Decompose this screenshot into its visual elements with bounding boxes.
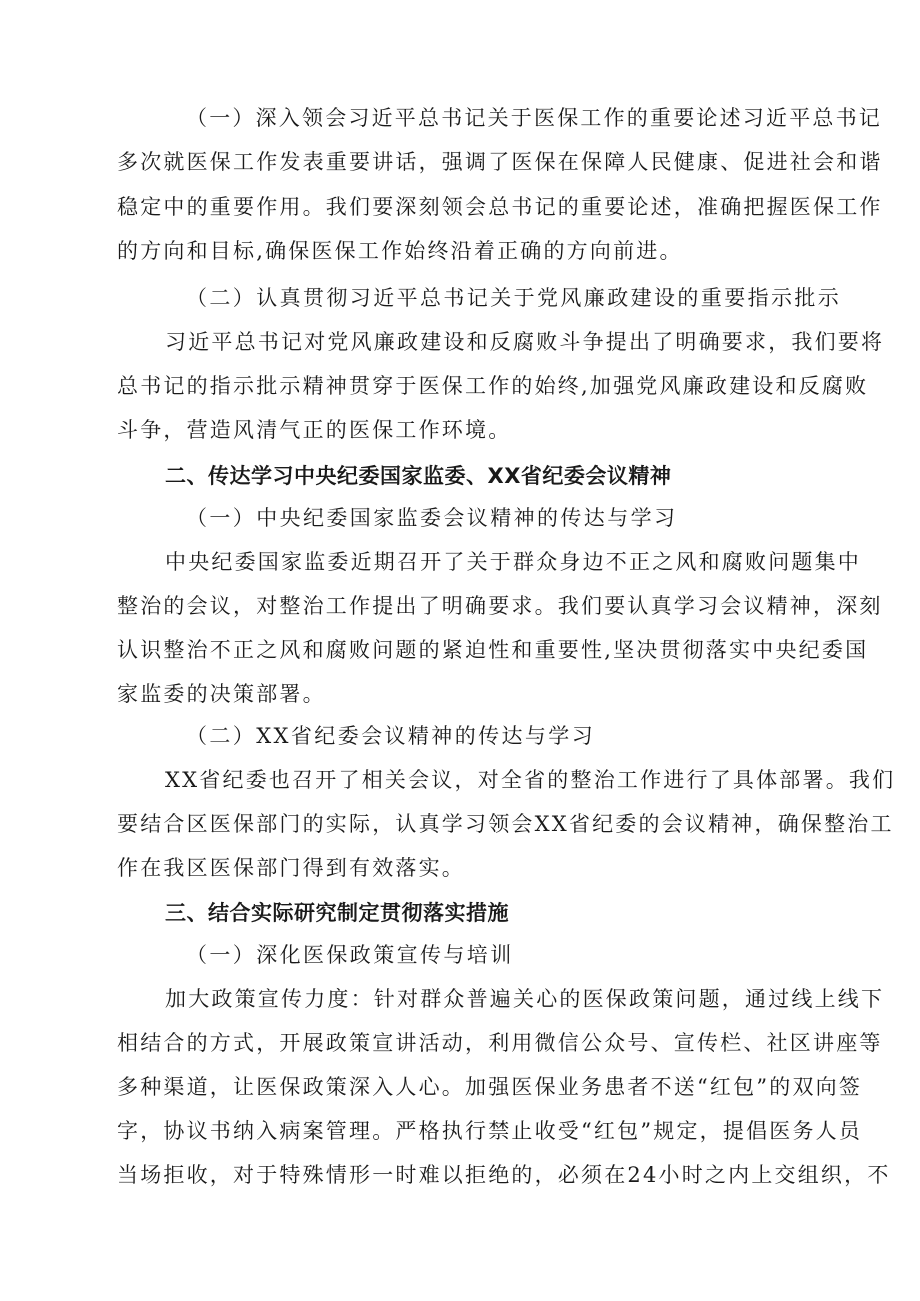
paragraph-line: 家监委的决策部署。 [117,682,326,706]
paragraph-line: 多种渠道，让医保政策深入人心。加强医保业务患者不送“红包”的双向签 [117,1075,863,1099]
paragraph-line: 加大政策宣传力度：针对群众普遍关心的医保政策问题，通过线上线下 [165,987,885,1011]
paragraph-line: 多次就医保工作发表重要讲话，强调了医保在保障人民健康、促进社会和谐 [117,150,883,174]
subsection-title: （二）认真贯彻习近平总书记关于党风廉政建设的重要指示批示 [186,286,842,310]
paragraph-line: 要结合区医保部门的实际，认真学习领会XX省纪委的会议精神，确保整治工 [117,812,894,836]
paragraph-line: 斗争，营造风清气正的医保工作环境。 [117,418,512,442]
paragraph-line: 总书记的指示批示精神贯穿于医保工作的始终,加强党风廉政建设和反腐败 [117,374,869,398]
paragraph-line: 习近平总书记对党风廉政建设和反腐败斗争提出了明确要求，我们要将 [165,330,885,354]
paragraph-line: 整治的会议，对整治工作提出了明确要求。我们要认真学习会议精神，深刻 [117,594,883,618]
paragraph-line: （一）深入领会习近平总书记关于医保工作的重要论述习近平总书记 [186,106,882,130]
paragraph-line: 作在我区医保部门得到有效落实。 [117,856,465,880]
subsection-title: （二）XX省纪委会议精神的传达与学习 [186,724,596,748]
section-heading: 二、传达学习中央纪委国家监委、XX省纪委会议精神 [165,464,672,488]
subsection-title: （一）中央纪委国家监委会议精神的传达与学习 [186,506,678,530]
paragraph-line: 当场拒收，对于特殊情形一时难以拒绝的，必须在24小时之内上交组织，不 [117,1163,891,1187]
paragraph-line: 字，协议书纳入病案管理。严格执行禁止收受“红包”规定，提倡医务人员 [117,1119,863,1143]
paragraph-line: 认识整治不正之风和腐败问题的紧迫性和重要性,坚决贯彻落实中央纪委国 [117,638,869,662]
paragraph-line: 的方向和目标,确保医保工作始终沿着正确的方向前进。 [117,239,683,263]
paragraph-line: 中央纪委国家监委近期召开了关于群众身边不正之风和腐败问题集中 [165,550,861,574]
paragraph-line: 相结合的方式，开展政策宣讲活动，利用微信公众号、宣传栏、社区讲座等 [117,1031,883,1055]
section-heading: 三、结合实际研究制定贯彻落实措施 [165,901,509,925]
paragraph-line: 稳定中的重要作用。我们要深刻领会总书记的重要论述，准确把握医保工作 [117,195,883,219]
paragraph-line: XX省纪委也召开了相关会议，对全省的整治工作进行了具体部署。我们 [165,768,896,792]
subsection-title: （一）深化医保政策宣传与培训 [186,943,514,967]
